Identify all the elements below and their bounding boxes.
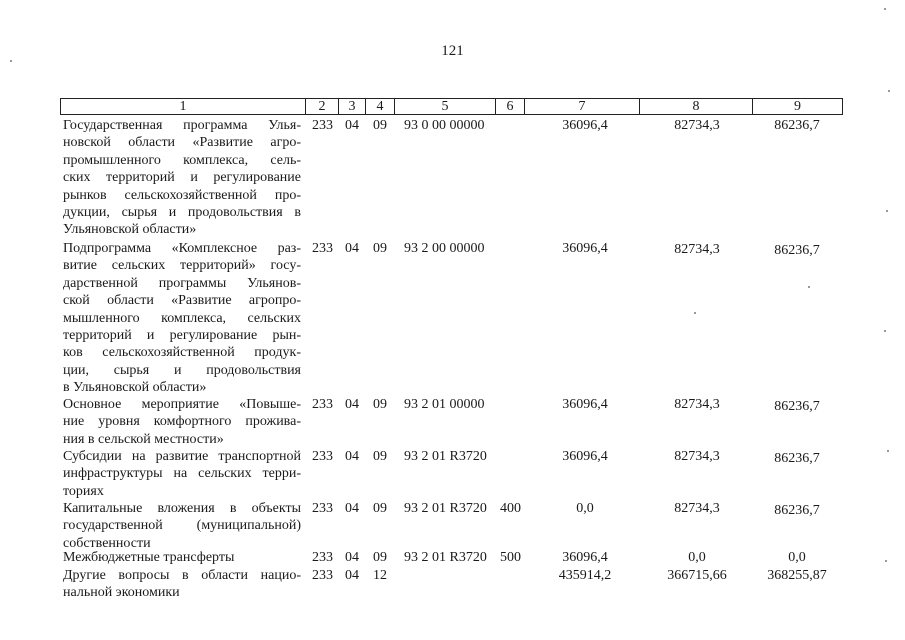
row-name: [63, 240, 301, 397]
row-name-line: дарственной программы Ульянов-: [63, 275, 301, 291]
row-name-line: Подпрограмма «Комплексное раз-: [63, 241, 301, 256]
header-col-1: 1: [60, 98, 306, 115]
cell-target-article: 93 2 01 00000: [404, 397, 485, 412]
row-name-line: Другие вопросы в области нацио-: [63, 568, 301, 583]
scan-speck: [10, 60, 12, 62]
cell-ministry: 233: [312, 118, 333, 133]
cell-section: 04: [345, 568, 359, 583]
cell-amount-7: 36096,4: [562, 550, 608, 565]
cell-amount-8: 82734,3: [674, 449, 720, 464]
header-col-7: 7: [524, 98, 640, 115]
row-name-line: дукции, сырья и продовольствия в: [63, 205, 301, 221]
row-name-line: государственной (муниципальной): [63, 518, 301, 534]
header-col-2: 2: [305, 98, 339, 115]
scan-speck: [694, 312, 696, 314]
cell-ministry: 233: [312, 241, 333, 256]
row-name-line: витие сельских территорий» госу-: [63, 258, 301, 274]
scan-speck: [888, 90, 890, 92]
cell-subsection: 09: [373, 501, 387, 516]
cell-amount-7: 435914,2: [558, 568, 612, 583]
header-col-8: 8: [639, 98, 753, 115]
row-name-line: в Ульяновской области»: [63, 380, 207, 396]
scan-speck: [885, 560, 887, 562]
scan-speck: [887, 450, 889, 452]
cell-section: 04: [345, 501, 359, 516]
row-name: [63, 500, 301, 552]
row-name-line: Межбюджетные трансферты: [63, 550, 235, 565]
cell-amount-8: 82734,3: [674, 397, 720, 412]
row-name: [63, 117, 301, 239]
row-name-line: инфраструктуры на сельских терри-: [63, 466, 301, 482]
cell-amount-9: 86236,7: [774, 451, 820, 466]
row-name-line: Ульяновской области»: [63, 222, 197, 238]
page-number: 121: [441, 43, 464, 59]
row-name: [63, 396, 301, 448]
row-name-line: новской области «Развитие агро-: [63, 135, 301, 151]
cell-amount-9: 86236,7: [774, 118, 820, 133]
cell-target-article: 93 2 01 R3720: [404, 550, 487, 565]
row-name-line: ния в сельской местности»: [63, 431, 224, 447]
row-name-line: нальной экономики: [63, 585, 180, 601]
scan-speck: [808, 286, 810, 288]
row-name-line: ториях: [63, 483, 104, 499]
cell-subsection: 09: [373, 550, 387, 565]
cell-amount-7: 36096,4: [562, 397, 608, 412]
row-name-line: собственности: [63, 535, 151, 551]
cell-subsection: 09: [373, 397, 387, 412]
cell-ministry: 233: [312, 397, 333, 412]
cell-expense-type: 500: [500, 550, 521, 565]
row-name-line: Субсидии на развитие транспортной: [63, 449, 301, 464]
cell-amount-9: 368255,87: [767, 568, 827, 583]
cell-subsection: 09: [373, 241, 387, 256]
cell-section: 04: [345, 550, 359, 565]
row-name-line: ских территорий и регулирование: [63, 170, 301, 186]
scan-speck: [884, 8, 886, 10]
cell-amount-7: 0,0: [576, 501, 594, 516]
row-name-line: ции, сырья и продовольствия: [63, 362, 301, 378]
row-name-line: Капитальные вложения в объекты: [63, 501, 301, 516]
cell-target-article: 93 2 00 00000: [404, 241, 485, 256]
row-name: [63, 567, 301, 602]
header-col-4: 4: [365, 98, 395, 115]
header-col-3: 3: [338, 98, 366, 115]
cell-ministry: 233: [312, 568, 333, 583]
cell-section: 04: [345, 241, 359, 256]
cell-subsection: 09: [373, 449, 387, 464]
cell-expense-type: 400: [500, 501, 521, 516]
row-name-line: ние уровня комфортного прожива-: [63, 414, 301, 430]
row-name-line: мышленного комплекса, сельских: [63, 310, 301, 326]
row-name: [63, 448, 301, 500]
cell-ministry: 233: [312, 449, 333, 464]
scan-speck: [884, 330, 886, 332]
cell-amount-7: 36096,4: [562, 118, 608, 133]
cell-amount-8: 82734,3: [674, 501, 720, 516]
cell-amount-8: 82734,3: [674, 242, 720, 257]
row-name-line: территорий и регулирование рын-: [63, 328, 301, 344]
row-name-line: Государственная программа Улья-: [63, 118, 301, 133]
row-name-line: промышленного комплекса, сель-: [63, 152, 301, 168]
row-name-line: ской области «Развитие агропро-: [63, 293, 301, 309]
row-name-line: ков сельскохозяйственной продук-: [63, 345, 301, 361]
cell-amount-8: 82734,3: [674, 118, 720, 133]
cell-ministry: 233: [312, 550, 333, 565]
cell-amount-8: 366715,66: [667, 568, 727, 583]
cell-section: 04: [345, 449, 359, 464]
cell-amount-9: 86236,7: [774, 503, 820, 518]
cell-target-article: 93 2 01 R3720: [404, 449, 487, 464]
cell-section: 04: [345, 397, 359, 412]
header-col-9: 9: [752, 98, 843, 115]
row-name-line: Основное мероприятие «Повыше-: [63, 397, 301, 412]
cell-amount-8: 0,0: [688, 550, 706, 565]
cell-target-article: 93 0 00 00000: [404, 118, 485, 133]
cell-amount-7: 36096,4: [562, 449, 608, 464]
cell-ministry: 233: [312, 501, 333, 516]
cell-amount-7: 36096,4: [562, 241, 608, 256]
cell-subsection: 09: [373, 118, 387, 133]
cell-target-article: 93 2 01 R3720: [404, 501, 487, 516]
row-name: [63, 549, 301, 566]
cell-amount-9: 86236,7: [774, 399, 820, 414]
cell-subsection: 12: [373, 568, 387, 583]
scan-speck: [886, 210, 888, 212]
row-name-line: рынков сельскохозяйственной про-: [63, 187, 301, 203]
header-col-5: 5: [394, 98, 496, 115]
cell-amount-9: 86236,7: [774, 243, 820, 258]
cell-amount-9: 0,0: [788, 550, 806, 565]
header-col-6: 6: [495, 98, 525, 115]
cell-section: 04: [345, 118, 359, 133]
